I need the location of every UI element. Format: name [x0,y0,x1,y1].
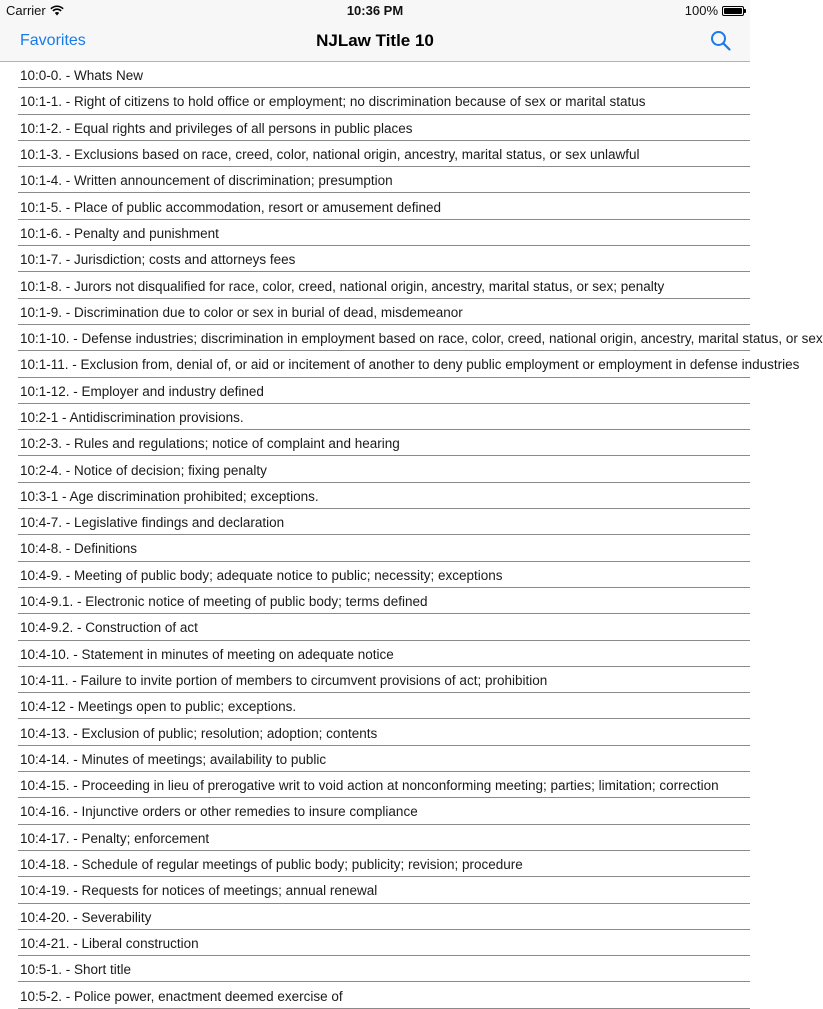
search-icon [710,30,732,52]
list-item[interactable] [18,825,750,851]
list-item[interactable] [18,141,750,167]
page-title: NJLaw Title 10 [316,31,434,50]
list-item[interactable] [18,982,750,1008]
list-item-label: 10:1-8. - Jurors not disqualified for race, color, creed, national origin, ancestry, marital status, or sex; penalty [20,278,665,294]
list-item-label: 10:5-1. - Short title [20,962,132,978]
list-item-label: 10:1-12. - Employer and industry defined [20,383,264,399]
list-item[interactable] [18,246,750,272]
battery-icon [722,6,744,16]
list-item-label: 10:1-4. - Written announcement of discrimination; presumption [20,173,393,189]
list-item-label: 10:4-20. - Severability [20,909,152,925]
list-item[interactable] [18,746,750,772]
list-item-label: 10:4-21. - Liberal construction [20,935,199,951]
list-item-label: 10:1-5. - Place of public accommodation, resort or amusement defined [20,199,441,215]
list-item-label: 10:0-0. - Whats New [20,68,144,84]
list-item-label: 10:4-14. - Minutes of meetings; availability to public [20,751,327,767]
list-item[interactable] [18,535,750,561]
list-item[interactable] [18,509,750,535]
status-bar [0,0,750,22]
battery-indicator [685,3,744,18]
list-item-label: 10:4-7. - Legislative findings and declaration [20,515,285,531]
list-item-label: 10:4-13. - Exclusion of public; resolution; adoption; contents [20,725,378,741]
list-item-label: 10:2-4. - Notice of decision; fixing penalty [20,462,267,478]
list-item[interactable] [18,272,750,298]
carrier-label: Carrier [6,3,46,18]
list-item-label: 10:4-17. - Penalty; enforcement [20,830,210,846]
list-item-label: 10:4-8. - Definitions [20,541,138,557]
list-item-label: 10:4-18. - Schedule of regular meetings of public body; publicity; revision; procedure [20,857,523,873]
list-item-label: 10:1-6. - Penalty and punishment [20,225,219,241]
list-item-label: 10:1-2. - Equal rights and privileges of all persons in public places [20,120,413,136]
list-item[interactable] [18,325,823,351]
list-item-label: 10:1-1. - Right of citizens to hold office or employment; no discrimination because of sex or marital status [20,94,646,110]
list-item[interactable] [18,641,750,667]
list-item-label: 10:1-7. - Jurisdiction; costs and attorneys fees [20,252,296,268]
list-item[interactable] [18,299,750,325]
list-item[interactable] [18,719,750,745]
list-item[interactable] [18,851,750,877]
search-button[interactable] [710,30,732,52]
list-item[interactable] [18,930,750,956]
list-item-label: 10:1-3. - Exclusions based on race, creed, color, national origin, ancestry, marital status, or sex unlawful [20,147,640,163]
list-item[interactable] [18,483,750,509]
list-item-label: 10:4-10. - Statement in minutes of meeting on adequate notice [20,646,394,662]
list-item-label: 10:1-10. - Defense industries; discrimination in employment based on race, color, creed, national origin, ancestry, marital status, or sex [20,331,823,347]
list-item[interactable] [18,456,750,482]
section-list[interactable] [0,62,823,1004]
list-item[interactable] [18,351,800,377]
list-item-label: 10:4-19. - Requests for notices of meetings; annual renewal [20,883,378,899]
list-item-label: 10:1-9. - Discrimination due to color or sex in burial of dead, misdemeanor [20,304,463,320]
list-item[interactable] [18,693,750,719]
list-item-label: 10:4-11. - Failure to invite portion of members to circumvent provisions of act; prohibition [20,672,548,688]
status-time: 10:36 PM [346,3,404,18]
favorites-button[interactable]: Favorites [20,32,86,49]
list-item[interactable] [18,62,750,88]
list-item[interactable] [18,115,750,141]
list-item-label: 10:2-1 - Antidiscrimination provisions. [20,410,244,425]
list-item-label: 10:4-9.2. - Construction of act [20,620,198,636]
list-item-label: 10:4-12 - Meetings open to public; exceptions. [20,699,297,715]
list-item-label: 10:4-9.1. - Electronic notice of meeting of public body; terms defined [20,594,428,610]
battery-tip [744,9,746,13]
list-item[interactable] [18,167,750,193]
list-item[interactable] [18,404,750,430]
list-item[interactable] [18,904,750,930]
list-item-label: 10:4-15. - Proceeding in lieu of prerogative writ to void action at nonconforming meeting; parties; limitation; correction [20,778,719,794]
list-item[interactable] [18,88,750,114]
list-item[interactable] [18,378,750,404]
list-item[interactable] [18,956,750,982]
list-item[interactable] [18,588,750,614]
list-item[interactable] [18,798,750,824]
battery-fill [724,8,742,14]
list-item[interactable] [18,193,750,219]
list-item[interactable] [18,772,750,798]
list-item-label: 10:5-2. - Police power, enactment deemed exercise of [20,988,343,1004]
list-item[interactable] [18,220,750,246]
list-item-label: 10:2-3. - Rules and regulations; notice of complaint and hearing [20,436,400,452]
list-item[interactable] [18,877,750,903]
list-item-label: 10:4-16. - Injunctive orders or other remedies to insure compliance [20,804,418,820]
list-item-label: 10:4-9. - Meeting of public body; adequate notice to public; necessity; exceptions [20,567,503,583]
list-item[interactable] [18,667,750,693]
list-item-label: 10:3-1 - Age discrimination prohibited; exceptions. [20,488,319,504]
navigation-bar [0,22,750,62]
list-item-label: 10:1-11. - Exclusion from, denial of, or aid or incitement of another to deny public employment or employment in defense industries [20,357,800,373]
list-item[interactable] [18,614,750,640]
battery-percent: 100% [684,3,718,18]
list-item[interactable] [18,562,750,588]
list-item[interactable] [18,430,750,456]
